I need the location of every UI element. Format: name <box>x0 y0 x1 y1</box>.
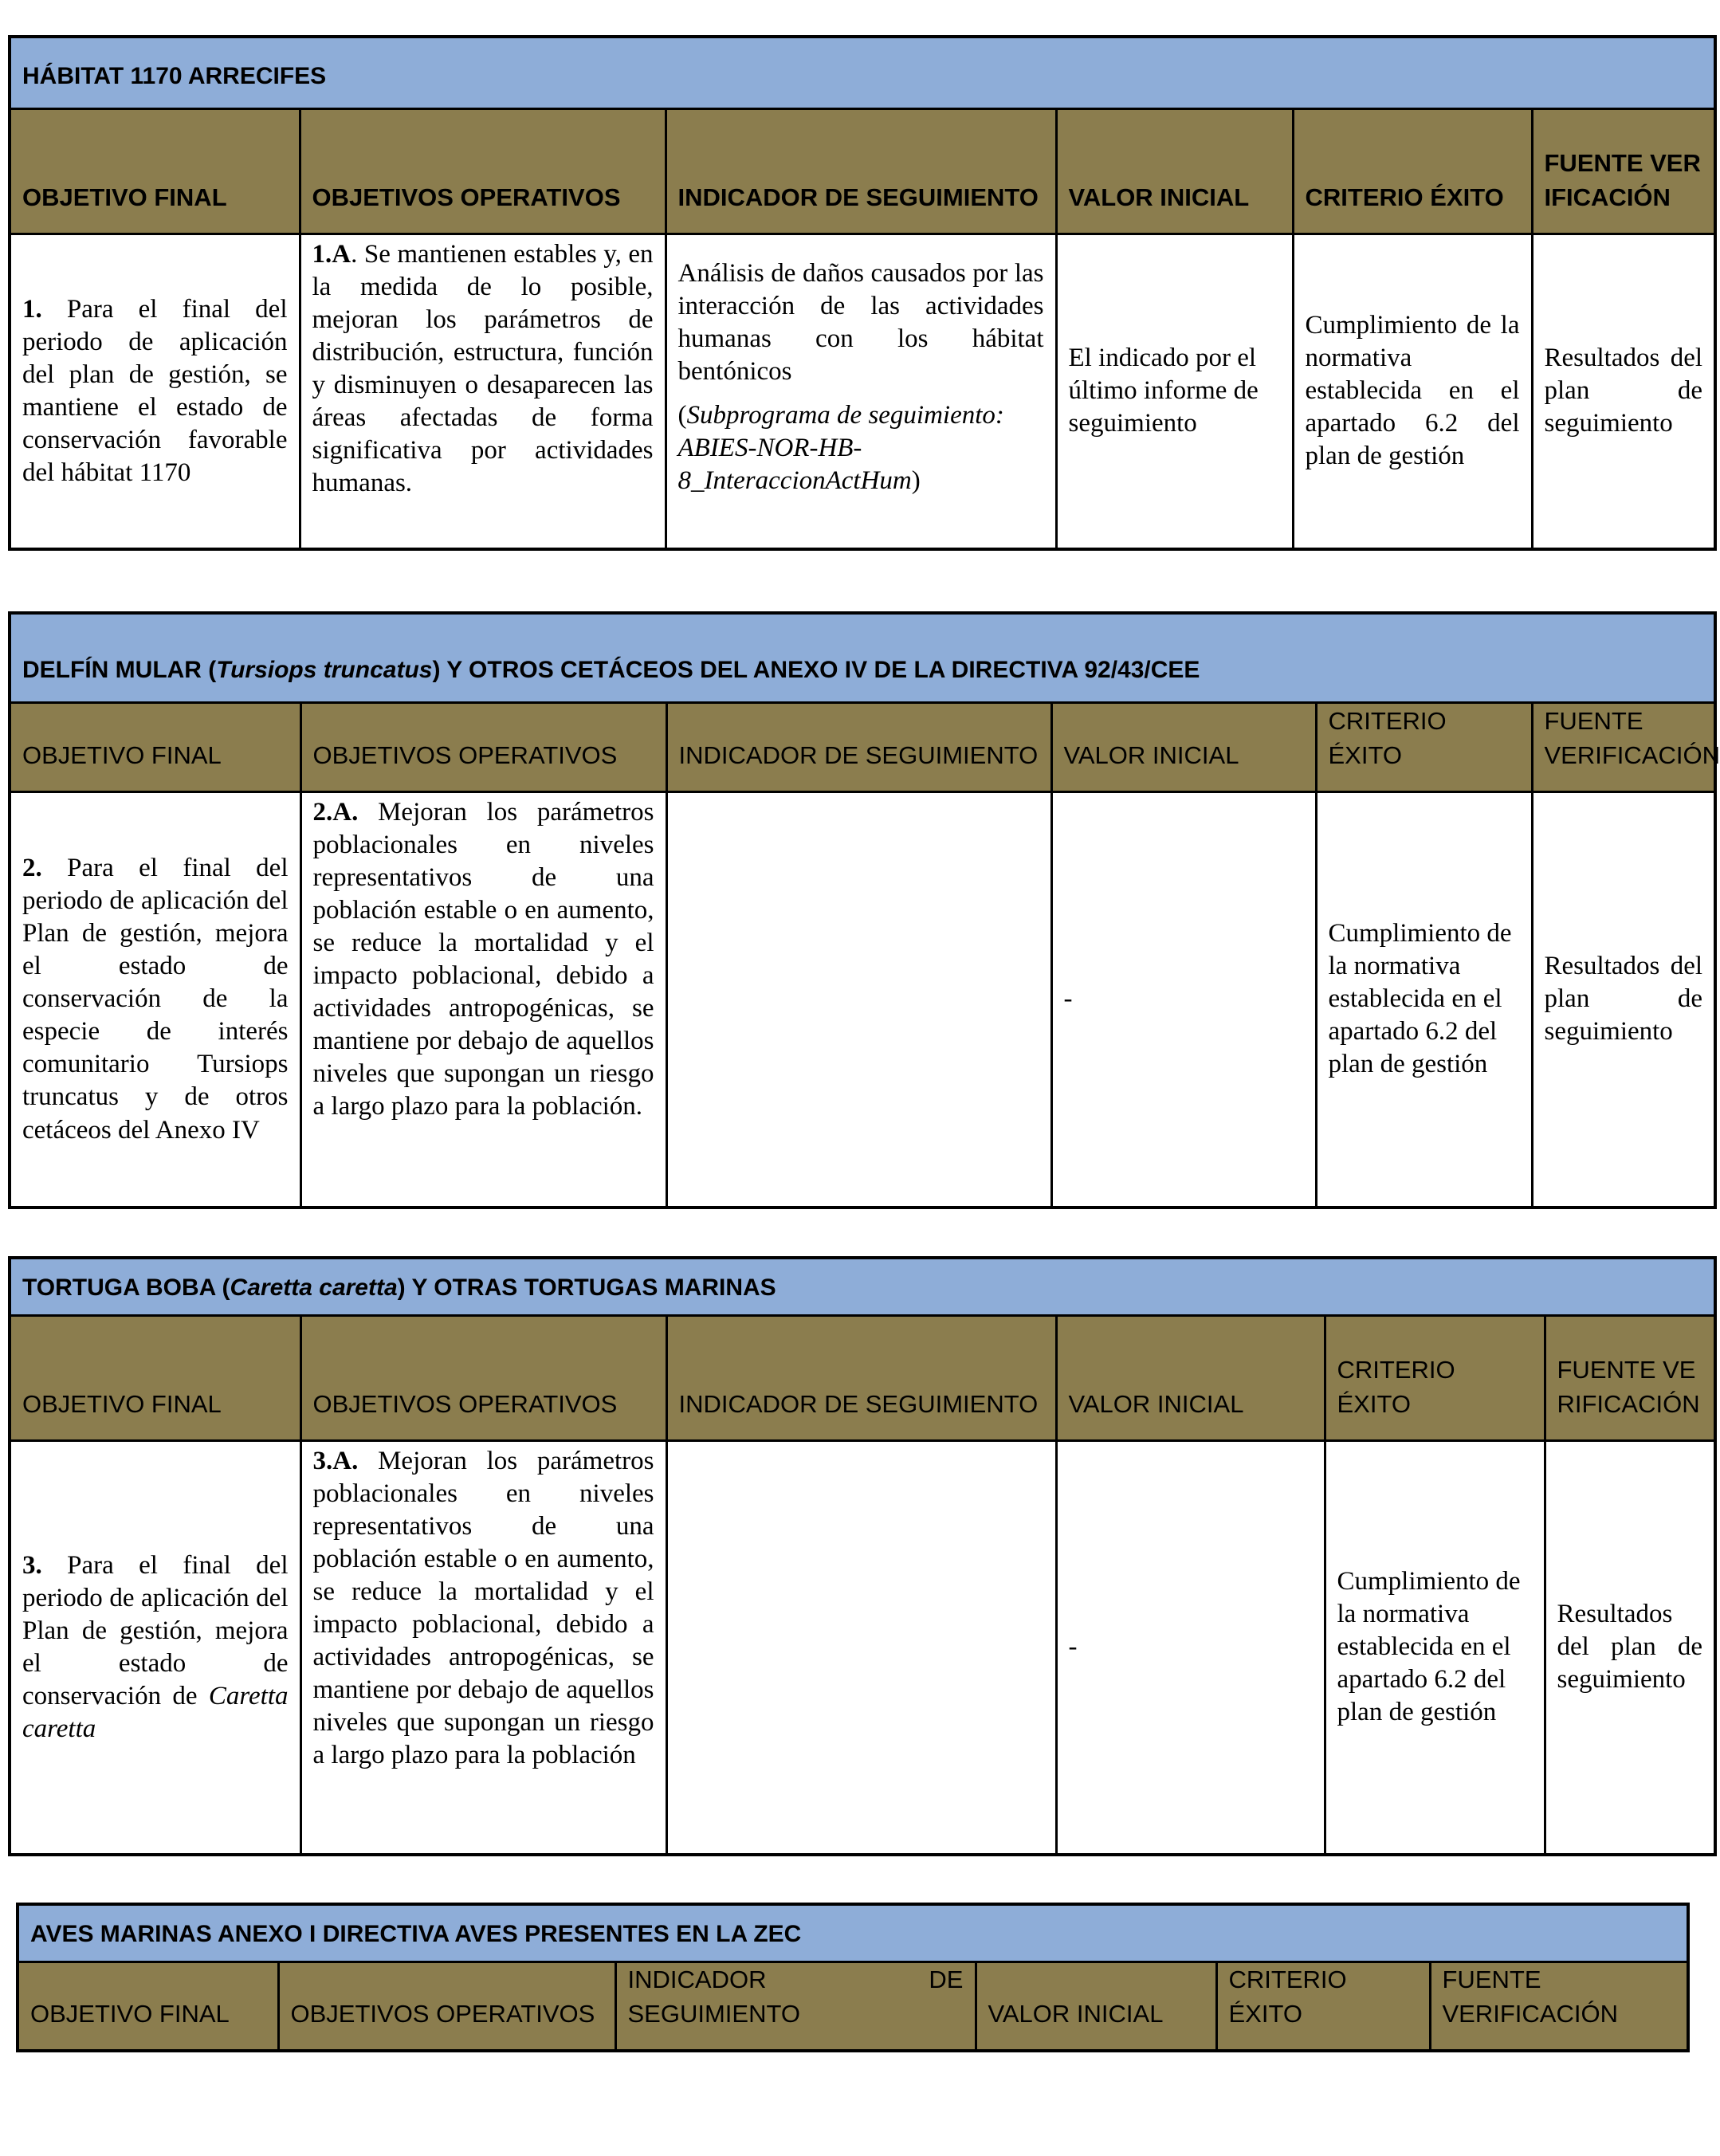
header-objetivo-final: OBJETIVO FINAL <box>10 702 300 791</box>
header-criterio: CRITERIO ÉXITO <box>1316 702 1532 791</box>
cell-valor-inicial: El indicado por el último informe de seguimiento <box>1056 234 1293 549</box>
header-fuente: FUENTE VERIFICACIÓN <box>1532 108 1715 234</box>
cell-objetivos-operativos: 3.A. Mejoran los parámetros poblacionales en niveles representativos de una población estable o en aumento, se reduce la mortalidad y el impacto poblacional, debido a actividades antropogénicas, se mantiene por debajo de aquellos niveles que supongan un riesgo a largo plazo para la población <box>300 1440 666 1855</box>
cell-indicador <box>666 1440 1056 1855</box>
table-habitat-1170 <box>8 35 1717 551</box>
header-criterio: CRITERIO ÉXITO <box>1216 1962 1430 2051</box>
cell-fuente: Resultados del plan de seguimiento <box>1545 1440 1715 1855</box>
header-fuente: FUENTE VERIFICACIÓN <box>1532 702 1715 791</box>
header-indicador: INDICADOR DE SEGUIMIENTO <box>666 1315 1056 1440</box>
header-objetivos-operativos: OBJETIVOS OPERATIVOS <box>300 108 666 234</box>
header-valor-inicial: VALOR INICIAL <box>1051 702 1316 791</box>
header-objetivo-final: OBJETIVO FINAL <box>10 1315 300 1440</box>
table-delfin-mular <box>8 611 1720 1209</box>
header-objetivos-operativos: OBJETIVOS OPERATIVOS <box>300 702 666 791</box>
cell-objetivo-final: 3. Para el final del periodo de aplicación del Plan de gestión, mejora el estado de conservación de Caretta caretta <box>10 1440 300 1855</box>
cell-indicador <box>666 791 1051 1208</box>
header-valor-inicial: VALOR INICIAL <box>1056 1315 1325 1440</box>
header-objetivo-final: OBJETIVO FINAL <box>10 108 300 234</box>
cell-objetivo-final: 1. Para el final del periodo de aplicación del plan de gestión, se mantiene el estado de conservación favorable del hábitat 1170 <box>10 234 300 549</box>
cell-criterio: Cumplimiento de la normativa establecida en el apartado 6.2 del plan de gestión <box>1325 1440 1545 1855</box>
cell-valor-inicial: - <box>1051 791 1316 1208</box>
table-title: AVES MARINAS ANEXO I DIRECTIVA AVES PRESENTES EN LA ZEC <box>18 1904 1688 1962</box>
table-tortuga-boba <box>8 1256 1717 1856</box>
header-fuente: FUENTE VERIFICACIÓN <box>1430 1962 1688 2051</box>
header-objetivo-final: OBJETIVO FINAL <box>18 1962 278 2051</box>
table-aves-marinas <box>16 1903 1690 2052</box>
header-valor-inicial: VALOR INICIAL <box>1056 108 1293 234</box>
cell-valor-inicial: - <box>1056 1440 1325 1855</box>
cell-objetivos-operativos: 2.A. Mejoran los parámetros poblacionales en niveles representativos de una población estable o en aumento, se reduce la mortalidad y el impacto poblacional, debido a actividades antropogénicas, se mantiene por debajo de aquellos niveles que supongan un riesgo a largo plazo para la población. <box>300 791 666 1208</box>
header-indicador: INDICADOR DE SEGUIMIENTO <box>666 108 1056 234</box>
cell-fuente: Resultados del plan de seguimiento <box>1532 234 1715 549</box>
cell-objetivos-operativos: 1.A. Se mantienen estables y, en la medida de lo posible, mejoran los parámetros de distribución, estructura, función y disminuyen o desaparecen las áreas afectadas de forma significativa por actividades humanas. <box>300 234 666 549</box>
table-title: TORTUGA BOBA (Caretta caretta) Y OTRAS TORTUGAS MARINAS <box>10 1258 1715 1315</box>
header-objetivos-operativos: OBJETIVOS OPERATIVOS <box>300 1315 666 1440</box>
header-criterio: CRITERIO ÉXITO <box>1293 108 1532 234</box>
header-indicador: INDICADOR DE SEGUIMIENTO <box>615 1962 976 2051</box>
cell-objetivo-final: 2. Para el final del periodo de aplicación del Plan de gestión, mejora el estado de conservación de la especie de interés comunitario Tursiops truncatus y de otros cetáceos del Anexo IV <box>10 791 300 1208</box>
table-title: HÁBITAT 1170 ARRECIFES <box>10 37 1715 108</box>
cell-fuente: Resultados del plan de seguimiento <box>1532 791 1715 1208</box>
header-fuente: FUENTE VERIFICACIÓN <box>1545 1315 1715 1440</box>
header-valor-inicial: VALOR INICIAL <box>976 1962 1216 2051</box>
header-indicador: INDICADOR DE SEGUIMIENTO <box>666 702 1051 791</box>
cell-indicador: Análisis de daños causados por las interacción de las actividades humanas con los hábitat bentónicos (Subprograma de seguimiento: ABIES-NOR-HB-8_InteraccionActHum) <box>666 234 1056 549</box>
table-title: DELFÍN MULAR (Tursiops truncatus) Y OTROS CETÁCEOS DEL ANEXO IV DE LA DIRECTIVA 92/43/CEE <box>10 613 1715 702</box>
header-criterio: CRITERIO ÉXITO <box>1325 1315 1545 1440</box>
cell-criterio: Cumplimiento de la normativa establecida en el apartado 6.2 del plan de gestión <box>1293 234 1532 549</box>
cell-criterio: Cumplimiento de la normativa establecida en el apartado 6.2 del plan de gestión <box>1316 791 1532 1208</box>
header-objetivos-operativos: OBJETIVOS OPERATIVOS <box>278 1962 615 2051</box>
